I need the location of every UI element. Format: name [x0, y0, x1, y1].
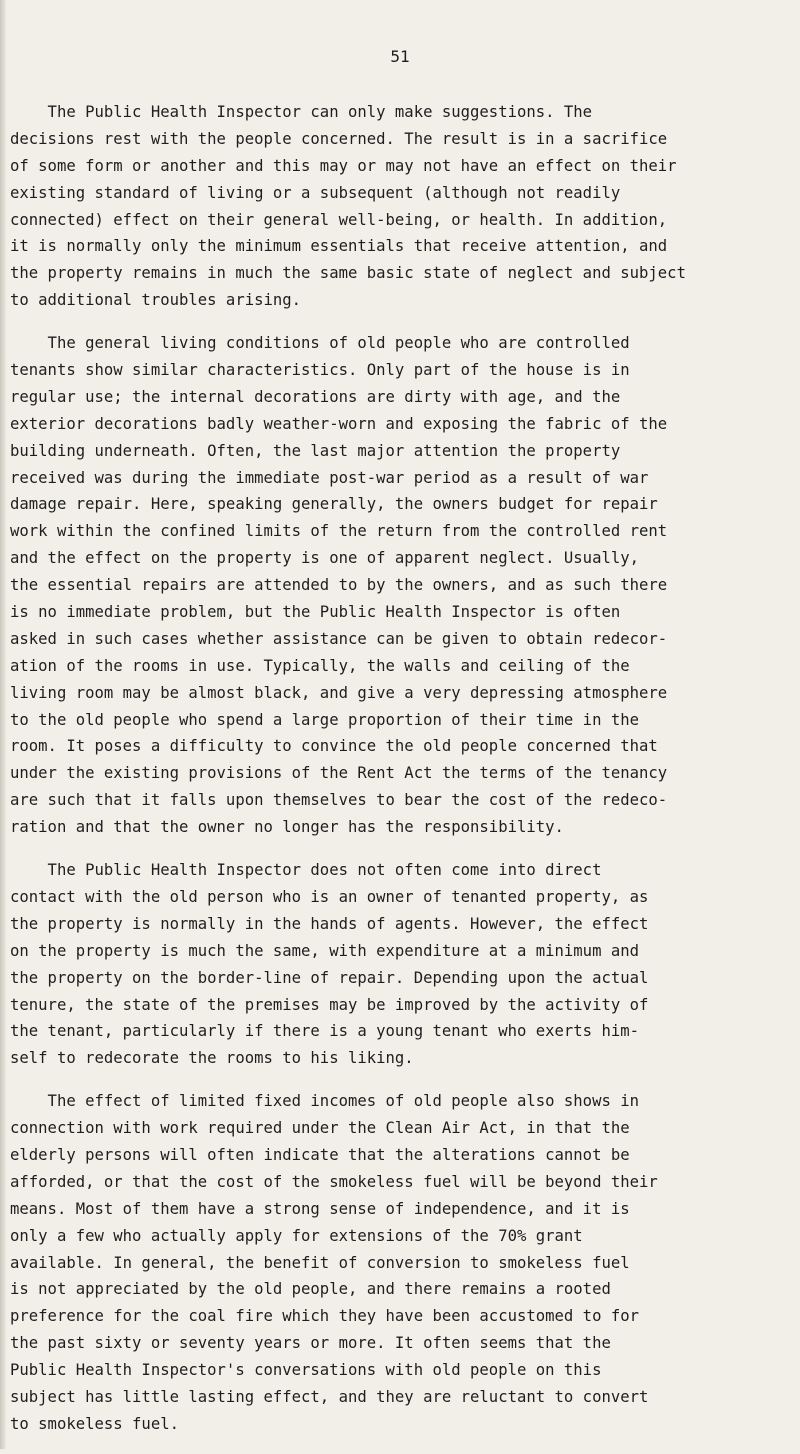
text-line: received was during the immediate post-war period as a result of war — [10, 468, 649, 487]
text-line: to smokeless fuel. — [10, 1414, 179, 1433]
text-line: are such that it falls upon themselves to bear the cost of the redeco- — [10, 791, 668, 810]
text-line: the property remains in much the same basic state of neglect and subject — [10, 264, 686, 283]
text-line: and the effect on the property is one of apparent neglect. Usually, — [10, 549, 640, 568]
text-line: afforded, or that the cost of the smokeless fuel will be beyond their — [10, 1172, 658, 1191]
text-line: The general living conditions of old people who are controlled — [10, 334, 630, 353]
text-line: ration and that the owner no longer has the responsibility. — [10, 818, 564, 837]
text-line: tenants show similar characteristics. Only part of the house is in — [10, 361, 630, 380]
text-line: to additional troubles arising. — [10, 291, 302, 310]
text-line: to the old people who spend a large proportion of their time in the — [10, 710, 640, 729]
paragraph — [10, 857, 792, 1072]
text-line: on the property is much the same, with expenditure at a minimum and — [10, 941, 640, 960]
text-line: damage repair. Here, speaking generally, the owners budget for repair — [10, 495, 658, 514]
text-line: under the existing provisions of the Rent Act the terms of the tenancy — [10, 764, 668, 783]
paragraph — [10, 330, 792, 841]
page-binding-edge — [0, 0, 6, 1449]
text-line: is no immediate problem, but the Public Health Inspector is often — [10, 603, 621, 622]
text-line: The effect of limited fixed incomes of old people also shows in — [10, 1092, 640, 1111]
text-line: the tenant, particularly if there is a young tenant who exerts him- — [10, 1022, 640, 1041]
text-line: existing standard of living or a subsequent (although not readily — [10, 183, 621, 202]
paragraph — [10, 99, 792, 314]
text-line: elderly persons will often indicate that the alterations cannot be — [10, 1145, 630, 1164]
text-line: regular use; the internal decorations are dirty with age, and the — [10, 387, 621, 406]
text-line: the property is normally in the hands of agents. However, the effect — [10, 914, 649, 933]
text-line: it is normally only the minimum essentials that receive attention, and — [10, 237, 668, 256]
text-line: Public Health Inspector's conversations with old people on this — [10, 1361, 602, 1380]
text-line: is not appreciated by the old people, and there remains a rooted — [10, 1280, 611, 1299]
text-line: room. It poses a difficulty to convince the old people concerned that — [10, 737, 658, 756]
text-line: exterior decorations badly weather-worn and exposing the fabric of the — [10, 414, 668, 433]
text-line: the property on the border-line of repair. Depending upon the actual — [10, 968, 649, 987]
text-line: decisions rest with the people concerned. The result is in a sacrifice — [10, 129, 668, 148]
text-line: tenure, the state of the premises may be improved by the activity of — [10, 995, 649, 1014]
text-line: The Public Health Inspector does not often come into direct — [10, 861, 602, 880]
text-line: ation of the rooms in use. Typically, the walls and ceiling of the — [10, 656, 630, 675]
text-line: connected) effect on their general well-being, or health. In addition, — [10, 210, 668, 229]
text-line: self to redecorate the rooms to his liking. — [10, 1049, 414, 1068]
text-line: building underneath. Often, the last major attention the property — [10, 441, 621, 460]
paragraph — [10, 1088, 792, 1438]
page-number: 51 — [390, 47, 410, 66]
text-line: subject has little lasting effect, and they are reluctant to convert — [10, 1387, 649, 1406]
text-line: living room may be almost black, and give a very depressing atmosphere — [10, 683, 668, 702]
body-text — [10, 99, 792, 1454]
text-line: connection with work required under the Clean Air Act, in that the — [10, 1119, 630, 1138]
text-line: the essential repairs are attended to by the owners, and as such there — [10, 576, 668, 595]
text-line: only a few who actually apply for extensions of the 70% grant — [10, 1226, 583, 1245]
text-line: available. In general, the benefit of conversion to smokeless fuel — [10, 1253, 630, 1272]
text-line: The Public Health Inspector can only make suggestions. The — [10, 103, 593, 121]
text-line: contact with the old person who is an owner of tenanted property, as — [10, 887, 649, 906]
text-line: work within the confined limits of the return from the controlled rent — [10, 522, 668, 541]
text-line: the past sixty or seventy years or more. It often seems that the — [10, 1334, 611, 1353]
text-line: means. Most of them have a strong sense of independence, and it is — [10, 1199, 630, 1218]
text-line: asked in such cases whether assistance can be given to obtain redecor- — [10, 629, 668, 648]
text-line: preference for the coal fire which they have been accustomed to for — [10, 1307, 640, 1326]
text-line: of some form or another and this may or may not have an effect on their — [10, 156, 677, 175]
